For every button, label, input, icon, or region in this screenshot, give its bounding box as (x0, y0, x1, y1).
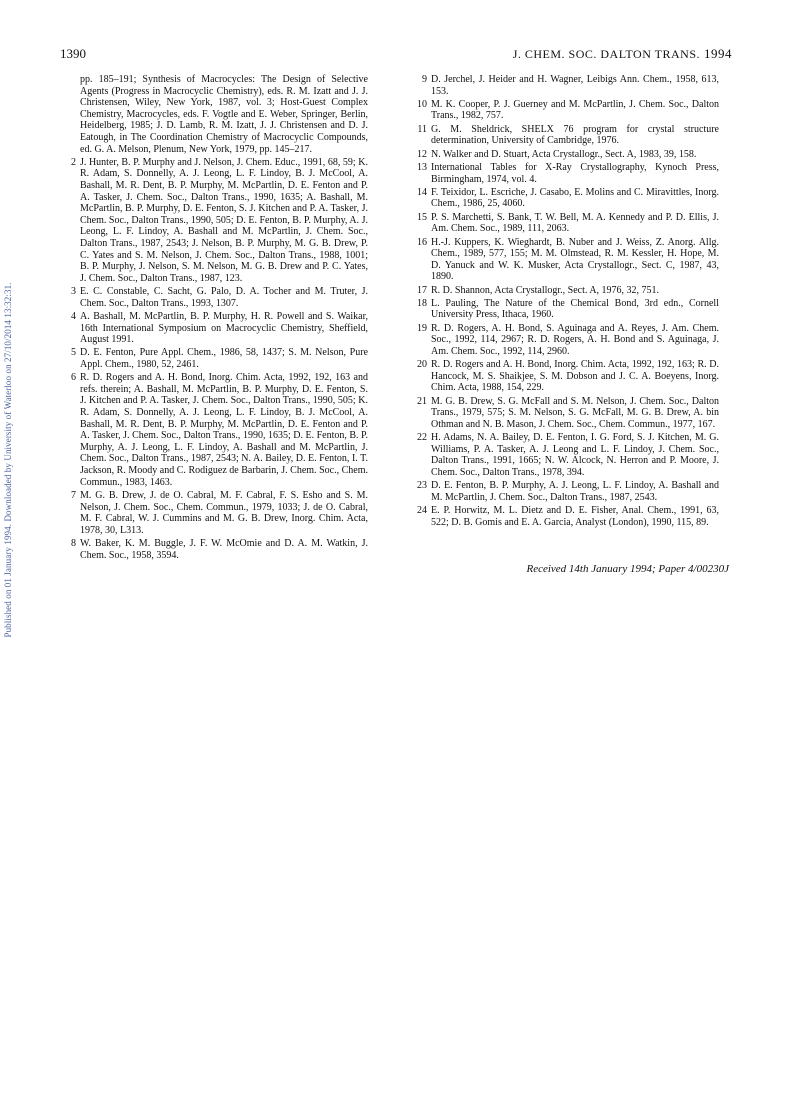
references-right-column (413, 74, 719, 530)
reference-text: E. C. Constable, C. Sacht, G. Palo, D. A. Tocher and M. Truter, J. Chem. Soc., Dalton Trans., 1993, 1307. (80, 286, 368, 309)
reference-number: 11 (417, 123, 427, 135)
page-number: 1390 (60, 46, 86, 61)
reference-number: 7 (71, 489, 76, 501)
reference-item (62, 286, 368, 309)
reference-text: H.-J. Kuppers, K. Wieghardt, B. Nuber and J. Weiss, Z. Anorg. Allg. Chem., 1989, 577, 155; M. M. Olmstead, R. M. Kessler, H. Hope, M. D. Yanuck and W. K. Musker, Acta Crystallogr., Sect. C, 1987, 43, 1890. (431, 236, 719, 283)
reference-number: 10 (417, 98, 427, 110)
reference-text: R. D. Rogers, A. H. Bond, S. Aguinaga and A. Reyes, J. Am. Chem. Soc., 1992, 114, 2967; R. D. Rogers, A. H. Bond and S. Aguinaga, J. Am. Chem. Soc., 1992, 114, 2960. (431, 322, 719, 357)
references-left-column (62, 74, 368, 563)
download-note: Published on 01 January 1994. Downloaded by University of Waterloo on 27/10/2014 13:32:31. (3, 282, 13, 638)
reference-item (62, 157, 368, 285)
reference-item (413, 285, 719, 297)
reference-number: 14 (417, 186, 427, 198)
reference-number: 20 (417, 359, 427, 371)
reference-text: M. K. Cooper, P. J. Guerney and M. McPartlin, J. Chem. Soc., Dalton Trans., 1982, 757. (431, 98, 719, 122)
reference-text: D. E. Fenton, B. P. Murphy, A. J. Leong, L. F. Lindoy, A. Bashall and M. McPartlin, J. Chem. Soc., Dalton Trans., 1987, 2543. (431, 480, 719, 503)
page-header (60, 44, 732, 64)
reference-text: R. D. Rogers and A. H. Bond, Inorg. Chim. Acta, 1992, 192, 163 and refs. therein; A. Bashall, M. McPartlin, B. P. Murphy, D. E. Fenton, S. J. Kitchen and P. A. Tasker, J. Chem. Soc., Dalton Trans., 1990, 505; K. R. Adam, S. Donnelly, A. J. Leong, L. F. Lindoy, B. J. McCool, A. Bashall, M. R. Dent, B. P. Murphy, M. McPartlin, D. E. Fenton and P. A. Tasker, J. Chem. Soc., Dalton Trans., 1990, 1635; D. E. Fenton, B. P. Murphy, A. J. Leong, L. F. Lindoy, A. Bashall and M. McPartlin, J. Chem. Soc., Dalton Trans., 1987, 2543; N. A. Bailey, D. E. Fenton, I. T. Jackson, R. Moody and C. Rodiguez de Barbarin, J. Chem. Soc., Chem. Commun., 1983, 1463. (80, 372, 368, 488)
reference-number: 17 (417, 284, 427, 296)
reference-number: 22 (417, 432, 427, 444)
reference-number: 23 (417, 480, 427, 492)
reference-item (413, 396, 719, 431)
reference-text: D. Jerchel, J. Heider and H. Wagner, Leibigs Ann. Chem., 1958, 613, 153. (431, 74, 719, 97)
reference-number: 9 (422, 74, 427, 85)
reference-text: A. Bashall, M. McPartlin, B. P. Murphy, H. R. Powell and S. Waikar, 16th International Symposium on Macrocyclic Chemistry, Sheffield, August 1991. (80, 310, 368, 346)
reference-text: M. G. B. Drew, J. de O. Cabral, M. F. Cabral, F. S. Esho and S. M. Nelson, J. Chem. Soc., Chem. Commun., 1979, 1033; J. de O. Cabral, M. F. Cabral, W. J. Cummins and M. G. B. Drew, Inorg. Chim. Acta, 1978, 30, L313. (80, 489, 368, 536)
reference-text: F. Teixidor, L. Escriche, J. Casabo, E. Molins and C. Miravittles, Inorg. Chem., 1986, 25, 4060. (431, 186, 719, 210)
reference-number: 24 (417, 505, 427, 517)
reference-number: 15 (417, 211, 427, 223)
reference-item (413, 298, 719, 321)
reference-item (413, 323, 719, 358)
reference-item (413, 187, 719, 210)
reference-number: 13 (417, 161, 427, 173)
download-watermark (2, 240, 14, 680)
reference-item (62, 311, 368, 346)
reference-number: 3 (71, 286, 76, 298)
reference-item (413, 212, 719, 235)
reference-text: J. Hunter, B. P. Murphy and J. Nelson, J. Chem. Educ., 1991, 68, 59; K. R. Adam, S. Donnelly, A. J. Leong, L. F. Lindoy, B. J. McCool, A. Bashall, M. R. Dent, B. P. Murphy, M. McPartlin, D. E. Fenton and P. A. Tasker, J. Chem. Soc., Dalton Trans., 1990, 1635; A. Bashall, M. McPartlin, B. P. Murphy, D. E. Fenton, S. J. Kitchen and P. A. Tasker, J. Chem. Soc., Dalton Trans., 1990, 505; D. E. Fenton, B. P. Murphy, A. J. Leong, L. F. Lindoy, A. Bashall and M. McPartlin, J. Chem. Soc., Dalton Trans., 1987, 2543; J. Nelson, B. P. Murphy, M. G. B. Drew, P. C. Yates and S. M. Nelson, J. Chem. Soc., Dalton Trans., 1988, 1001; B. P. Murphy, J. Nelson, S. M. Nelson, M. G. B. Drew and P. C. Yates, J. Chem. Soc., Dalton Trans., 1987, 123. (80, 156, 368, 284)
reference-number: 19 (417, 322, 427, 334)
reference-item (413, 505, 719, 528)
reference-item (413, 359, 719, 394)
reference-item (413, 162, 719, 185)
reference-item (62, 74, 368, 155)
reference-text: L. Pauling, The Nature of the Chemical Bond, 3rd edn., Cornell University Press, Ithaca, 1960. (431, 297, 719, 321)
journal-year: 1994 (704, 46, 732, 61)
reference-text: W. Baker, K. M. Buggle, J. F. W. McOmie and D. A. M. Watkin, J. Chem. Soc., 1958, 3594. (80, 537, 368, 561)
reference-number: 8 (71, 537, 76, 549)
reference-text: E. P. Horwitz, M. L. Dietz and D. E. Fisher, Anal. Chem., 1991, 63, 522; D. B. Gomis and E. A. Garcia, Analyst (London), 1990, 115, 89. (431, 505, 719, 528)
reference-item (413, 432, 719, 478)
reference-text: M. G. B. Drew, S. G. McFall and S. M. Nelson, J. Chem. Soc., Dalton Trans., 1979, 575; S. M. Nelson, S. G. McFall, M. G. B. Drew, A. bin Othman and N. B. Mason, J. Chem. Soc., Chem. Commun., 1977, 167. (431, 395, 719, 430)
reference-number: 16 (417, 236, 427, 248)
reference-item (62, 372, 368, 488)
reference-number: 21 (417, 395, 427, 407)
reference-item (413, 149, 719, 161)
reference-item (413, 124, 719, 147)
reference-item (413, 480, 719, 503)
journal-name: J. CHEM. SOC. DALTON TRANS. (512, 47, 700, 61)
reference-number: 12 (417, 148, 427, 160)
reference-item (413, 99, 719, 122)
reference-number: 18 (417, 297, 427, 309)
reference-number: 6 (71, 372, 76, 384)
reference-number: 4 (71, 310, 76, 322)
reference-text: H. Adams, N. A. Bailey, D. E. Fenton, I. G. Ford, S. J. Kitchen, M. G. Williams, P. A. Tasker, A. J. Leong and L. F. Lindoy, J. Chem. Soc., Dalton Trans., 1991, 1665; N. W. Alcock, N. Herron and P. Moore, J. Chem. Soc., Dalton Trans., 1978, 394. (431, 432, 719, 478)
reference-text: P. S. Marchetti, S. Bank, T. W. Bell, M. A. Kennedy and P. D. Ellis, J. Am. Chem. Soc., 1989, 111, 2063. (431, 211, 719, 235)
reference-text: R. D. Shannon, Acta Crystallogr., Sect. A, 1976, 32, 751. (431, 284, 660, 296)
reference-item (62, 490, 368, 536)
reference-number: 5 (71, 347, 76, 359)
reference-item (413, 74, 719, 97)
reference-number: 2 (71, 156, 76, 168)
reference-item (413, 237, 719, 283)
journal-title (513, 44, 732, 64)
reference-text: D. E. Fenton, Pure Appl. Chem., 1986, 58, 1437; S. M. Nelson, Pure Appl. Chem., 1980, 52, 2461. (80, 347, 368, 370)
reference-item (62, 347, 368, 370)
reference-text: R. D. Rogers and A. H. Bond, Inorg. Chim. Acta, 1992, 192, 163; R. D. Hancock, M. S. Shaikjee, S. M. Dobson and J. C. A. Boeyens, Inorg. Chim. Acta, 1988, 154, 229. (431, 359, 719, 394)
reference-text: G. M. Sheldrick, SHELX 76 program for crystal structure determination, University of Cambridge, 1976. (431, 123, 719, 147)
reference-item (62, 538, 368, 561)
reference-text: International Tables for X-Ray Crystallography, Kynoch Press, Birmingham, 1974, vol. 4. (431, 161, 719, 185)
reference-text: N. Walker and D. Stuart, Acta Crystallogr., Sect. A, 1983, 39, 158. (431, 148, 697, 160)
reference-text: pp. 185–191; Synthesis of Macrocycles: The Design of Selective Agents (Progress in Macrocyclic Chemistry), eds. R. M. Izatt and J. J. Christensen, Wiley, New York, 1987, vol. 3; Host-Guest Complex Chemistry, Macrocycles, eds. F. Vogtle and E. Weber, Springer, Berlin, Heidelberg, 1985; J. D. Lamb, R. M. Izatt, J. J. Christensen and D. J. Eatough, in The Coordination Chemistry of Macrocyclic Compounds, ed. G. A. Melson, Plenum, New York, 1979, pp. 145–217. (80, 74, 368, 155)
received-line: Received 14th January 1994; Paper 4/00230J (526, 563, 729, 575)
